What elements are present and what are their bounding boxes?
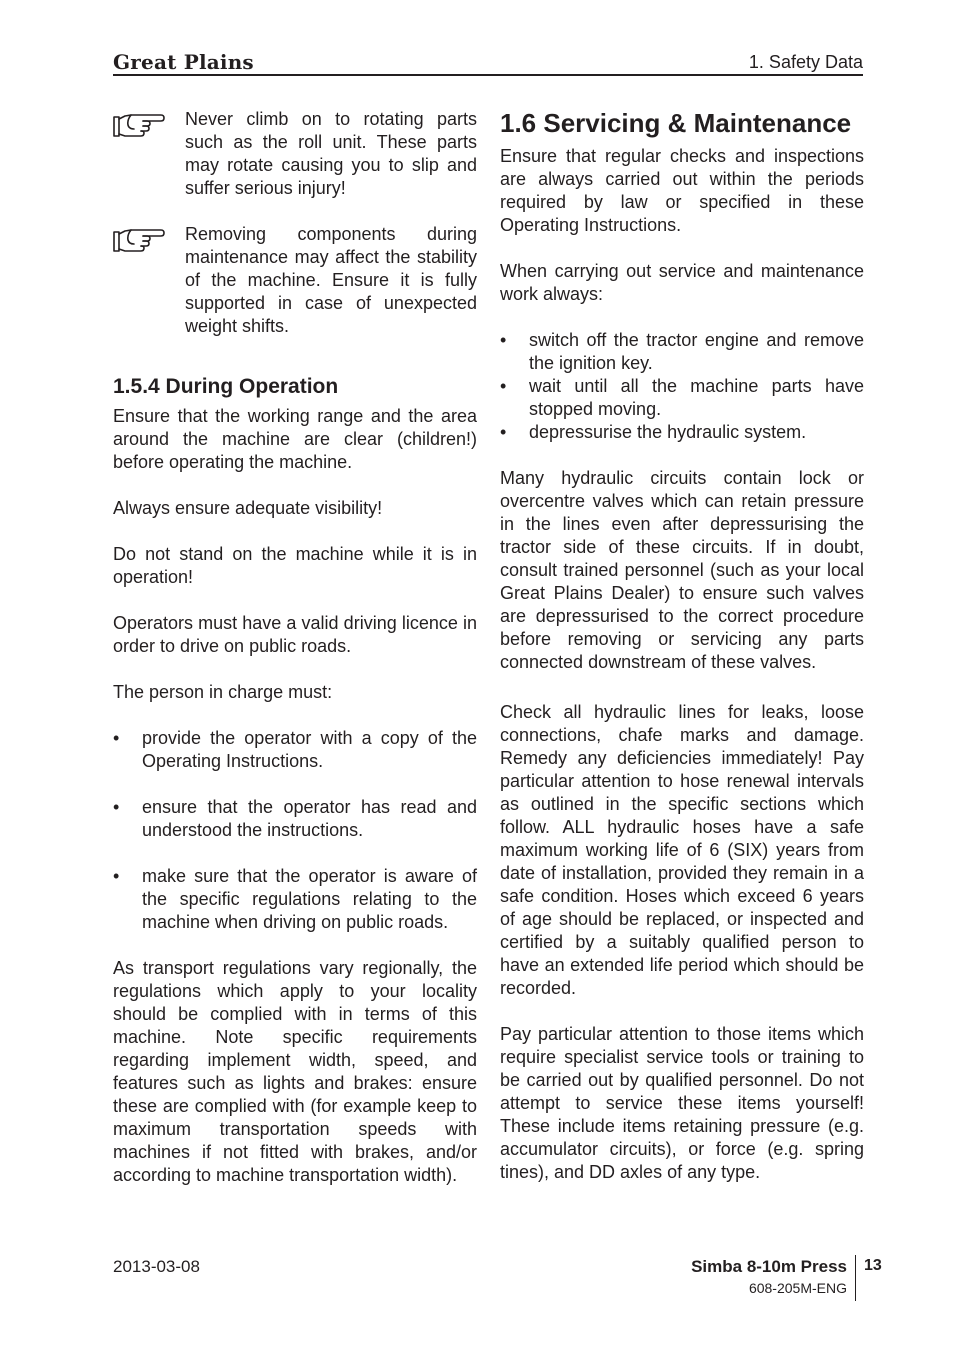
bullet-list <box>113 727 477 934</box>
paragraph: Do not stand on the machine while it is in operation! <box>113 544 477 587</box>
bullet-list <box>500 329 864 444</box>
pointing-hand-icon <box>113 227 165 253</box>
warning-note <box>113 108 477 200</box>
list-item: • depressurise the hydraulic system. <box>500 421 864 444</box>
list-item: • make sure that the operator is aware of the specific regulations relating to the machine when driving on public roads. <box>113 865 477 934</box>
left-column <box>113 108 477 1187</box>
warning-text: Removing components during maintenance may affect the stability of the machine. Ensure it is fully supported in case of unexpected weight shifts. <box>185 224 477 336</box>
list-item: • wait until all the machine parts have stopped moving. <box>500 375 864 421</box>
paragraph: The person in charge must: <box>113 682 333 702</box>
section-heading: 1.6 Servicing & Maintenance <box>500 108 852 138</box>
brand-name: Great Plains <box>113 50 254 74</box>
section-label: 1. Safety Data <box>748 52 863 72</box>
list-item: • switch off the tractor engine and remove the ignition key. <box>500 329 864 375</box>
paragraph: Always ensure adequate visibility! <box>113 498 383 518</box>
warning-text: Never climb on to rotating parts such as the roll unit. These parts may rotate causing you to slip and suffer serious injury! <box>185 109 477 198</box>
paragraph: Check all hydraulic lines for leaks, loose connections, chafe marks and damage. Remedy any deficiencies immediately! Pay particular attention to hose renewal intervals as outlined in the specific sections which follow. ALL hydraulic hoses have a safe maximum working life of 6 (SIX) years from date of installation, provided they remain in a safe condition. Hoses which exceed 6 years of age should be replaced, or inspected and certified by a suitably qualified person to have an extended life period which should be recorded. <box>500 702 864 998</box>
product-name: Simba 8-10m Press <box>691 1257 847 1276</box>
page-number: 13 <box>864 1257 882 1274</box>
footer-product-block <box>691 1255 856 1301</box>
warning-note <box>113 223 477 338</box>
section-heading: 1.5.4 During Operation <box>113 375 339 398</box>
footer-date: 2013-03-08 <box>113 1257 200 1276</box>
paragraph: Ensure that the working range and the area around the machine are clear (children!) before operating the machine. <box>113 406 477 472</box>
right-column <box>500 108 864 1184</box>
list-item: • ensure that the operator has read and understood the instructions. <box>113 796 477 842</box>
paragraph: When carrying out service and maintenance work always: <box>500 261 864 304</box>
document-code: 608-205M-ENG <box>748 1280 847 1296</box>
paragraph: Ensure that regular checks and inspections are always carried out within the periods required by law or specified in these Operating Instructions. <box>500 146 864 235</box>
pointing-hand-icon <box>113 112 165 138</box>
paragraph: Many hydraulic circuits contain lock or overcentre valves which can retain pressure in the lines even after depressurising the tractor side of these circuits. If in doubt, consult trained personnel (such as your local Great Plains Dealer) to ensure such valves are depressurised to the correct procedure before removing or servicing any parts connected downstream of these valves. <box>500 468 864 672</box>
paragraph: Pay particular attention to those items which require specialist service tools or training to be carried out by qualified personnel. Do not attempt to service these items yourself! These include items retaining pressure (e.g. accumulator circuits), or force (e.g. spring tines), and DD axles of any type. <box>500 1024 864 1182</box>
list-item: • provide the operator with a copy of the Operating Instructions. <box>113 727 477 773</box>
page-header <box>113 48 863 76</box>
paragraph: As transport regulations vary regionally, the regulations which apply to your locality should be complied with in terms of this machine. Note specific requirements regarding implement width, speed, and features such as lights and brakes: ensure these are complied with (for example keep to maximum transportation speeds with machines if not fitted with brakes, and/or according to machine transportation width). <box>113 958 477 1185</box>
paragraph: Operators must have a valid driving licence in order to drive on public roads. <box>113 613 477 656</box>
